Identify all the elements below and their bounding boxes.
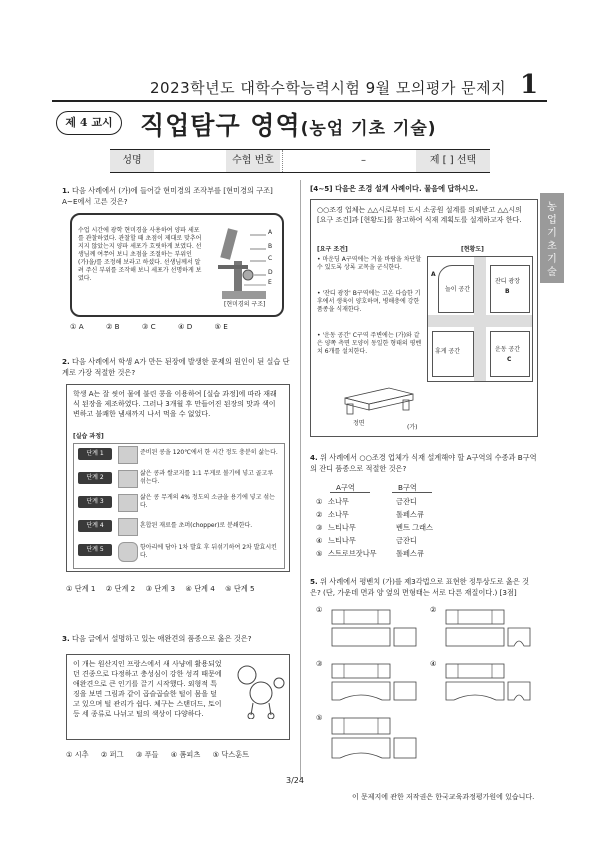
- q4-text: 위 사례에서 ○○조경 업체가 식재 설계해야 할 A구역의 수종과 B구역의 잔디 품종으로 적절한 것은?: [310, 453, 537, 473]
- q5-text: 위 사례에서 평벤치 (가)를 제3각법으로 표현한 정투상도로 옳은 것은? (단, 가운데 면과 양 옆의 면형태는 서로 다른 재질이다.) [3점]: [310, 577, 530, 597]
- map-area-sports: 운동 공간: [495, 346, 521, 353]
- map-rest-area: [432, 331, 474, 377]
- map-play-area: [438, 265, 474, 313]
- map-area-lawn: 잔디 광장: [495, 278, 521, 285]
- q1-choice-2[interactable]: ② B: [105, 322, 120, 331]
- q5-prompt: [310, 576, 538, 598]
- condition-2: • '잔디 광장' B구역에는 고온 다습한 기후에서 생육이 양호하며, 병해충에 강한 품종을 식재한다.: [317, 290, 421, 313]
- q5-option-5-drawing: [330, 716, 420, 762]
- q5-option-1[interactable]: [316, 604, 420, 652]
- q2-passage: 학생 A는 잘 씻어 물에 불린 콩을 이용하여 [실습 과정]에 따라 재래식 된장을 제조하였다. 그러나 3개월 후 만들어진 된장의 맛과 색이 변하고 불쾌한 냄새까지 나서 먹을 수 없었다.: [73, 390, 277, 418]
- poodle-illustration: [227, 661, 285, 719]
- q1-phone-frame: [70, 213, 284, 317]
- step-2-desc: 삶은 콩과 쌀코지를 1:1 무게로 볼기에 넣고 골고루 섞는다.: [140, 470, 274, 485]
- q2-choice-5[interactable]: ⑤ 단계 5: [225, 584, 255, 593]
- q5-option-5-num: ⑤: [316, 713, 323, 722]
- q4-row-4-b: 금잔디: [396, 536, 417, 545]
- q1-choice-4[interactable]: ④ D: [177, 322, 193, 331]
- map-sports-area: [490, 331, 530, 377]
- q1-text: 다음 사례에서 (가)에 들어갈 현미경의 조작부를 [현미경의 구조] A~E에서 고른 것은?: [62, 186, 273, 206]
- step-1-desc: 준비된 콩을 120℃에서 한 시간 정도 충분히 삶는다.: [140, 449, 278, 456]
- subject-sub: (농업 기초 기술): [300, 119, 437, 139]
- q5-option-4-num: ④: [430, 659, 437, 668]
- map-area-play: 놀이 공간: [445, 286, 471, 293]
- q4-row-5-num: ⑤: [316, 549, 323, 558]
- exam-number-label: 수험 번호: [226, 150, 280, 172]
- q4-row-3-b: 벤트 그래스: [396, 523, 434, 532]
- q2-choice-3[interactable]: ③ 단계 3: [145, 584, 176, 593]
- q4-row-2-b: 톨페스큐: [396, 510, 424, 519]
- q5-option-3[interactable]: [316, 658, 420, 706]
- q3-prompt: [62, 633, 290, 644]
- q4-col-a-header: A구역: [336, 483, 355, 492]
- q2-choice-1[interactable]: ① 단계 1: [66, 584, 96, 593]
- map-label: [현황도]: [461, 246, 484, 253]
- q5-number: 5.: [310, 577, 318, 586]
- q1-number: 1.: [62, 186, 70, 195]
- map-area-a: A: [431, 271, 436, 278]
- q5-option-1-num: ①: [316, 605, 323, 614]
- map-path-horizontal: [428, 315, 532, 327]
- footer-copyright: 이 문제지에 관한 저작권은 한국교육과정평가원에 있습니다.: [352, 793, 535, 801]
- q4-row-5[interactable]: [316, 548, 424, 559]
- q1-passage: 수업 시간에 광학 현미경을 사용하여 양파 세포를 관찰하였다. 관찰할 때 초점이 제대로 맞추어지지 않았는지 양파 세포가 흐릿하게 보였다. 선생님께 여쭈어 보니 초점을 조절하는 부위인 (가)을/를 조정해 보라고 하셨다. 선생님께서 알려 주신 부위를 조작해 보니 세포가 선명하게 보였다.: [78, 227, 202, 282]
- q45-title: [4~5] 다음은 조경 설계 사례이다. 물음에 답하시오.: [310, 184, 479, 193]
- q4-row-1-a: 소나무: [328, 497, 349, 506]
- label-c: C: [268, 255, 273, 262]
- q3-passage-box: [66, 654, 290, 740]
- step-4-desc: 혼합된 재료를 초퍼(chopper)로 분쇄한다.: [140, 522, 253, 529]
- q5-option-4-drawing: [444, 662, 534, 704]
- conditions-label: [요구 조건]: [317, 246, 348, 253]
- q2-choice-2[interactable]: ② 단계 2: [105, 584, 136, 593]
- condition-1: • 마운딩 A구역에는 겨울 바람을 차단할 수 있도록 상록 교목을 군식한다.: [317, 256, 422, 271]
- condition-3: • '운동 공간' C구역 주변에는 (가)와 같은 양쪽 측면 모양이 동일한 형태의 평벤치 6개를 설치한다.: [317, 332, 422, 355]
- q4-row-1[interactable]: [316, 496, 417, 507]
- column-divider: [300, 180, 301, 780]
- step-2-label: 단계 2: [78, 472, 112, 484]
- step-4-label: 단계 4: [78, 520, 112, 532]
- q3-choice-1[interactable]: ① 시추: [66, 750, 89, 759]
- q1-choice-1[interactable]: ① A: [70, 322, 84, 331]
- q5-option-2-num: ②: [430, 605, 437, 614]
- step-4-photo: [118, 518, 138, 536]
- q4-row-5-a: 스트로브잣나무: [328, 549, 377, 558]
- q4-row-5-b: 톨페스큐: [396, 549, 424, 558]
- q4-col-b-rule: [392, 492, 432, 493]
- step-5-label: 단계 5: [78, 544, 112, 556]
- q2-prompt: [62, 356, 290, 378]
- map-lawn-area: [490, 265, 530, 313]
- q2-number: 2.: [62, 357, 70, 366]
- subject-side-tab: [540, 193, 564, 283]
- label-b: B: [268, 243, 273, 250]
- q1-choice-3[interactable]: ③ C: [141, 322, 156, 331]
- q2-choice-4[interactable]: ④ 단계 4: [185, 584, 215, 593]
- q3-text: 다음 글에서 설명하고 있는 애완견의 품종으로 옳은 것은?: [72, 634, 252, 643]
- q3-passage: 이 개는 원산지인 프랑스에서 새 사냥에 활용되었던 견종으로 다정하고 충성심이 강한 성격 때문에 애완견으로 큰 인기를 끌기 시작했다. 외형적 특징을 보면 그림과 같이 곱슬곱슬한 털이 몸을 덮고 있으며 털 관리가 쉽다. 체구는 스탠더드, 토이 등 세 종류로 나뉘고 털의 색상이 다양하다.: [73, 660, 222, 718]
- q3-choice-4[interactable]: ④ 폼피츠: [170, 750, 201, 759]
- bench-illustration: [339, 384, 419, 422]
- q5-option-4[interactable]: [430, 658, 534, 706]
- q4-row-3[interactable]: [316, 522, 434, 533]
- q5-option-2[interactable]: [430, 604, 534, 652]
- exam-title: 2023학년도 대학수학능력시험 9월 모의평가 문제지: [150, 79, 507, 97]
- step-3-desc: 삶은 콩 무게의 4% 정도의 소금을 용기에 넣고 섞는다.: [140, 494, 275, 509]
- site-map: [427, 256, 533, 382]
- side-tab-label: 농업 기초 기술: [547, 202, 557, 278]
- q3-choice-2[interactable]: ② 퍼그: [100, 750, 124, 759]
- q45-case-box: [310, 199, 538, 437]
- q2-process-label: [실습 과정]: [73, 433, 104, 440]
- step-5-photo: [118, 542, 138, 562]
- q45-passage: ○○조경 업체는 △△시로부터 도시 소공원 설계를 의뢰받고 △△시의 [요구 조건]과 [현황도]를 참고하여 식재 계획도를 설계하고자 한다.: [317, 206, 522, 224]
- q1-diagram-caption: [현미경의 구조]: [224, 301, 266, 308]
- map-area-c: C: [507, 356, 512, 363]
- bench-caption: (가): [407, 424, 418, 431]
- map-area-rest: 휴게 공간: [435, 348, 461, 355]
- q4-number: 4.: [310, 453, 318, 462]
- q2-passage-box: [66, 384, 290, 572]
- label-e: E: [268, 279, 272, 286]
- q4-prompt: [310, 452, 538, 474]
- step-2-photo: [118, 470, 138, 488]
- label-d: D: [268, 269, 273, 276]
- info-bar: [110, 149, 490, 173]
- name-label: 성명: [110, 150, 154, 172]
- step-1-label: 단계 1: [78, 448, 112, 460]
- header-rule: [52, 100, 547, 102]
- q4-row-2-num: ②: [316, 510, 323, 519]
- choice-label: 제 [ ] 선택: [416, 150, 490, 172]
- subject-title: [140, 106, 437, 142]
- map-area-b: B: [505, 288, 510, 295]
- q4-row-2-a: 소나무: [328, 510, 349, 519]
- q3-choice-5[interactable]: ⑤ 닥스훈트: [212, 750, 250, 759]
- page-number: 1: [520, 70, 539, 100]
- footer-total: 24: [293, 776, 304, 785]
- footer-page: 3: [286, 776, 292, 785]
- q4-row-4[interactable]: [316, 535, 417, 546]
- q4-row-2[interactable]: [316, 509, 424, 520]
- bench-front-label: 정면: [353, 420, 365, 427]
- q5-option-3-drawing: [330, 662, 420, 704]
- q2-choices: [66, 583, 300, 594]
- microscope-diagram: [204, 221, 276, 307]
- label-a: A: [268, 229, 273, 236]
- q4-col-b-header: B구역: [398, 483, 417, 492]
- step-3-label: 단계 3: [78, 496, 112, 508]
- q2-text: 다음 사례에서 학생 A가 만든 된장에 발생한 문제의 원인이 된 실습 단계로 가장 적절한 것은?: [62, 357, 290, 377]
- q5-option-2-drawing: [444, 608, 534, 650]
- q1-prompt: [62, 185, 290, 207]
- q4-row-3-a: 느티나무: [328, 523, 356, 532]
- exam-number-field[interactable]: [282, 150, 413, 172]
- period-badge: 제 4 교시: [56, 111, 122, 135]
- q5-option-3-num: ③: [316, 659, 323, 668]
- q4-row-1-b: 금잔디: [396, 497, 417, 506]
- q1-choices: [70, 321, 300, 332]
- step-1-photo: [118, 446, 138, 464]
- q3-number: 3.: [62, 634, 70, 643]
- exam-number-dash: –: [361, 155, 366, 166]
- step-3-photo: [118, 494, 138, 512]
- q2-process-box: [73, 443, 285, 569]
- subject-main: 직업탐구 영역: [140, 111, 301, 140]
- step-5-desc: 항아리에 담아 1차 발효 후 뒤섞기하여 2차 발효시킨다.: [140, 544, 277, 559]
- q4-row-1-num: ①: [316, 497, 323, 506]
- q5-option-1-drawing: [330, 608, 420, 650]
- q4-row-4-num: ④: [316, 536, 323, 545]
- q4-row-3-num: ③: [316, 523, 323, 532]
- q5-option-5[interactable]: [316, 712, 420, 764]
- q3-choices: [66, 749, 300, 760]
- footer-page-indicator: 3/24: [286, 776, 304, 785]
- q4-row-4-a: 느티나무: [328, 536, 356, 545]
- name-field[interactable]: [154, 150, 224, 172]
- q3-choice-3[interactable]: ③ 푸들: [135, 750, 159, 759]
- q4-col-a-rule: [330, 492, 370, 493]
- q1-choice-5[interactable]: ⑤ E: [214, 322, 228, 331]
